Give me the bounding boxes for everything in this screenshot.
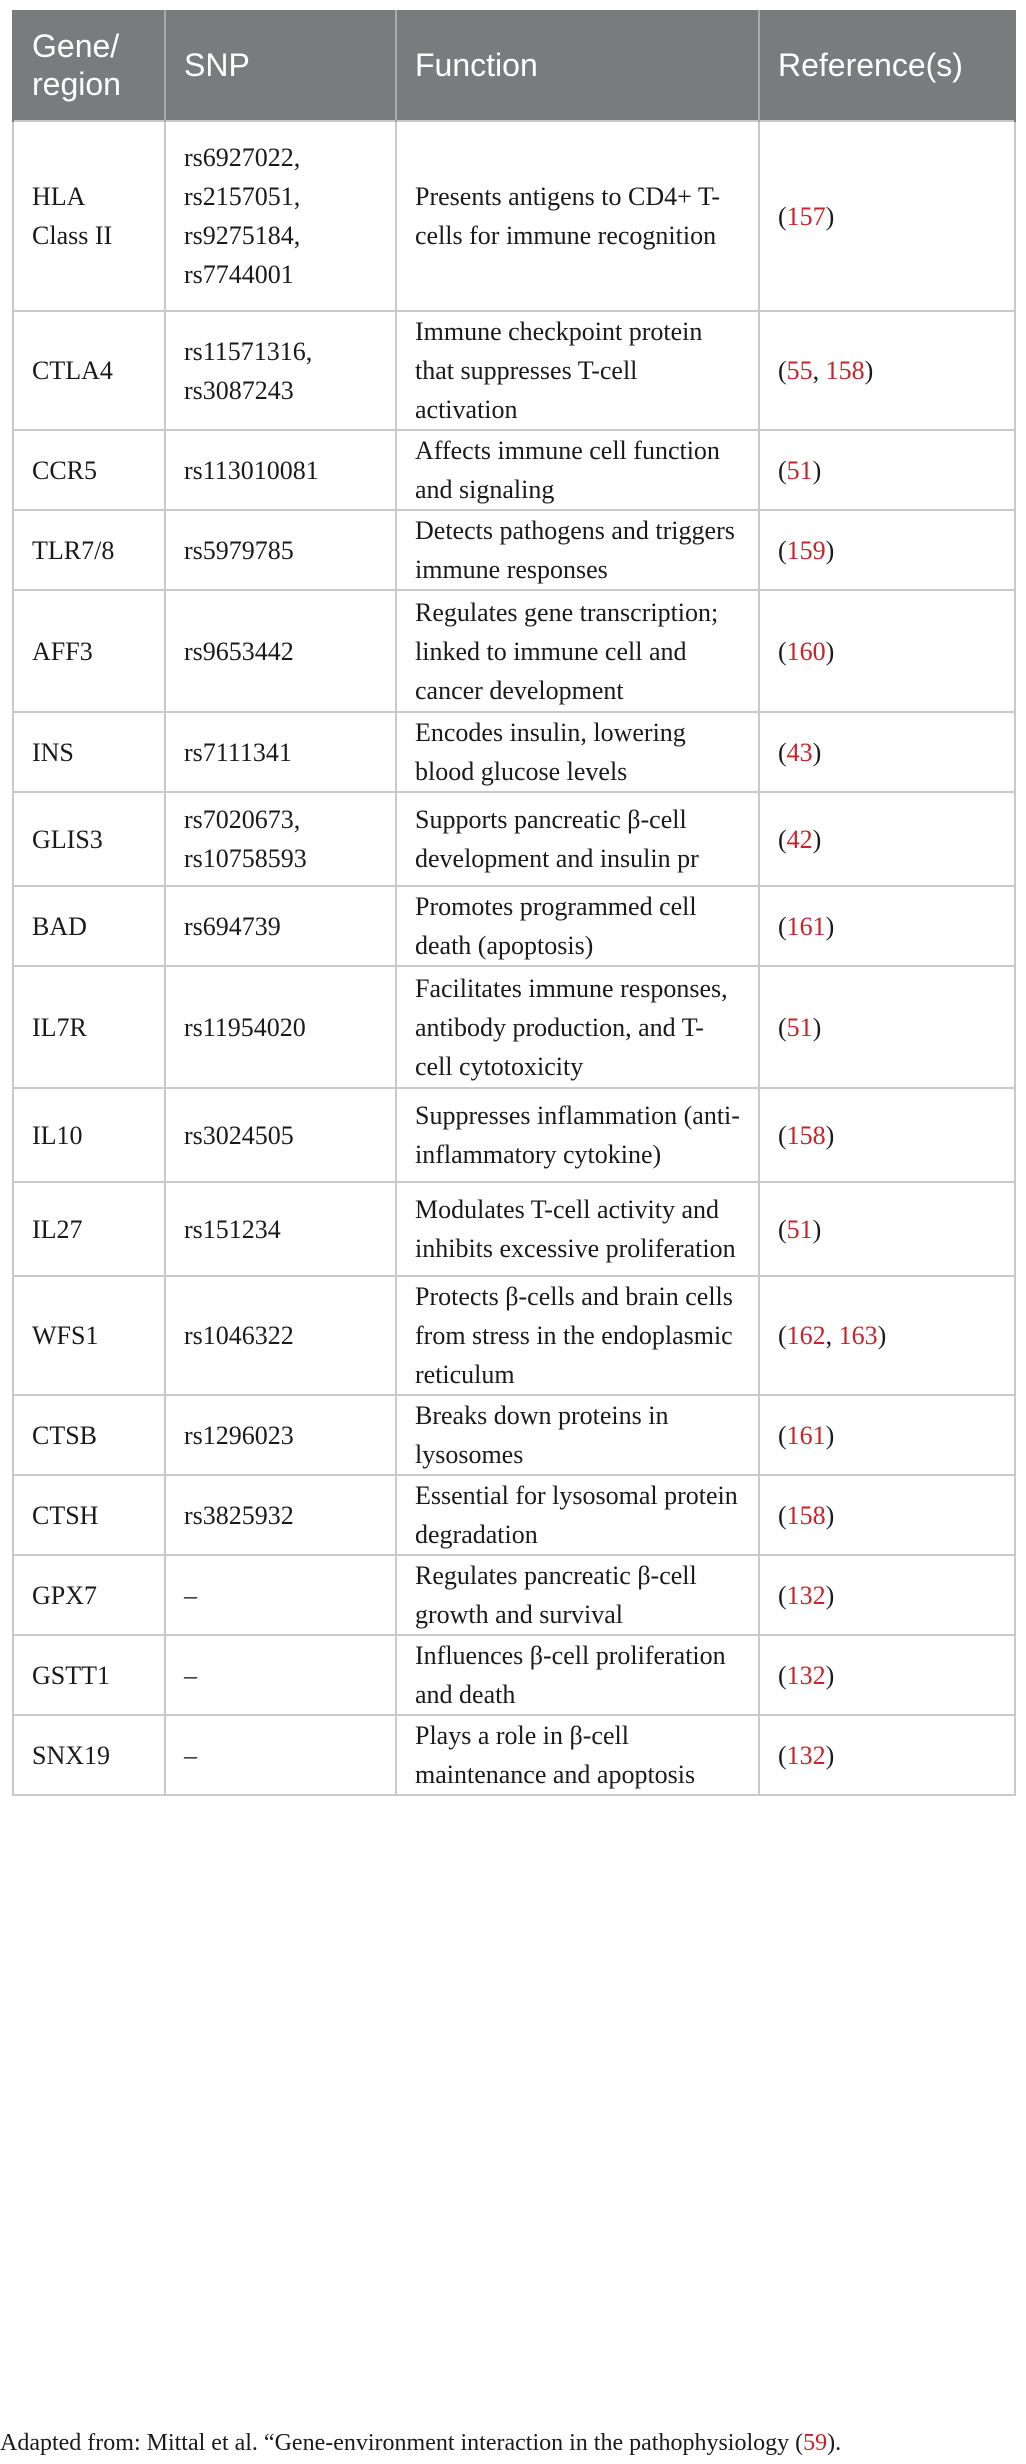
function-cell: Regulates pancreatic β-cell growth and survival	[396, 1555, 759, 1635]
function-cell: Plays a role in β-cell maintenance and apoptosis	[396, 1715, 759, 1795]
function-cell: Immune checkpoint protein that suppresses T-cell activation	[396, 311, 759, 430]
table-row	[13, 966, 1015, 1088]
gene-region-cell: CTSB	[13, 1395, 165, 1475]
reference-link[interactable]: 132	[786, 1660, 826, 1690]
reference-link[interactable]: 51	[786, 1214, 813, 1244]
table-row	[13, 886, 1015, 966]
reference-link[interactable]: 158	[786, 1120, 826, 1150]
header-gene-region: Gene/ region	[13, 10, 165, 121]
function-cell: Breaks down proteins in lysosomes	[396, 1395, 759, 1475]
table-row	[13, 121, 1015, 311]
footnote-reference-link[interactable]: 59	[803, 2430, 828, 2456]
table-row	[13, 1276, 1015, 1395]
gene-region-cell: GLIS3	[13, 792, 165, 886]
gene-region-cell: IL10	[13, 1088, 165, 1182]
gene-region-cell: GSTT1	[13, 1635, 165, 1715]
snp-cell: rs9653442	[165, 590, 396, 712]
snp-cell: rs3825932	[165, 1475, 396, 1555]
reference-link[interactable]: 163	[838, 1321, 878, 1350]
snp-cell: rs151234	[165, 1182, 396, 1276]
function-cell: Regulates gene transcription; linked to immune cell and cancer development	[396, 590, 759, 712]
function-cell: Modulates T-cell activity and inhibits excessive proliferation	[396, 1182, 759, 1276]
gene-region-cell: HLA Class II	[13, 121, 165, 311]
table-row	[13, 792, 1015, 886]
reference-link[interactable]: 158	[825, 356, 865, 385]
gene-region-cell: CTLA4	[13, 311, 165, 430]
snp-cell: rs1046322	[165, 1276, 396, 1395]
gene-snp-table-container	[12, 10, 1014, 1796]
references-cell: (158)	[759, 1088, 1015, 1182]
references-cell: (161)	[759, 886, 1015, 966]
table-header	[13, 10, 1015, 121]
function-cell: Essential for lysosomal protein degradation	[396, 1475, 759, 1555]
snp-cell: rs3024505	[165, 1088, 396, 1182]
gene-region-cell: GPX7	[13, 1555, 165, 1635]
function-cell: Affects immune cell function and signaling	[396, 430, 759, 510]
gene-region-cell: INS	[13, 712, 165, 792]
footnote-text: Adapted from: Mittal et al. “Gene-environment interaction in the pathophysiology (	[0, 2430, 804, 2456]
function-cell: Suppresses inflammation (anti-inflammatory cytokine)	[396, 1088, 759, 1182]
reference-link[interactable]: 160	[786, 636, 826, 666]
references-cell: (43)	[759, 712, 1015, 792]
snp-cell: rs6927022, rs2157051, rs9275184, rs7744001	[165, 121, 396, 311]
gene-region-cell: CCR5	[13, 430, 165, 510]
references-cell: (132)	[759, 1715, 1015, 1795]
reference-link[interactable]: 157	[786, 201, 826, 231]
gene-region-cell: CTSH	[13, 1475, 165, 1555]
references-cell: (157)	[759, 121, 1015, 311]
footnote-suffix: ).	[827, 2430, 842, 2456]
function-cell: Protects β-cells and brain cells from stress in the endoplasmic reticulum	[396, 1276, 759, 1395]
table-row	[13, 1555, 1015, 1635]
references-cell: (132)	[759, 1555, 1015, 1635]
reference-link[interactable]: 159	[786, 535, 826, 565]
table-row	[13, 1475, 1015, 1555]
function-cell: Influences β-cell proliferation and death	[396, 1635, 759, 1715]
references-cell: (55, 158)	[759, 311, 1015, 430]
reference-link[interactable]: 161	[786, 911, 826, 941]
table-row	[13, 510, 1015, 590]
gene-region-cell: SNX19	[13, 1715, 165, 1795]
references-cell: (42)	[759, 792, 1015, 886]
reference-link[interactable]: 43	[786, 737, 813, 767]
table-body	[13, 121, 1015, 1795]
gene-snp-table	[12, 10, 1016, 1796]
references-cell: (160)	[759, 590, 1015, 712]
table-row	[13, 1182, 1015, 1276]
reference-link[interactable]: 162	[786, 1321, 826, 1350]
snp-cell: –	[165, 1635, 396, 1715]
function-cell: Presents antigens to CD4+ T-cells for immune recognition	[396, 121, 759, 311]
reference-link[interactable]: 51	[786, 455, 813, 485]
table-row	[13, 311, 1015, 430]
references-cell: (158)	[759, 1475, 1015, 1555]
function-cell: Encodes insulin, lowering blood glucose levels	[396, 712, 759, 792]
table-row	[13, 1635, 1015, 1715]
function-cell: Promotes programmed cell death (apoptosis)	[396, 886, 759, 966]
gene-region-cell: BAD	[13, 886, 165, 966]
gene-region-cell: AFF3	[13, 590, 165, 712]
table-row	[13, 712, 1015, 792]
reference-link[interactable]: 132	[786, 1580, 826, 1610]
gene-region-cell: IL7R	[13, 966, 165, 1088]
gene-region-cell: IL27	[13, 1182, 165, 1276]
snp-cell: –	[165, 1555, 396, 1635]
table-row	[13, 430, 1015, 510]
function-cell: Supports pancreatic β-cell development and insulin pr	[396, 792, 759, 886]
gene-region-cell: TLR7/8	[13, 510, 165, 590]
reference-link[interactable]: 51	[786, 1012, 813, 1042]
snp-cell: rs7020673, rs10758593	[165, 792, 396, 886]
references-cell: (132)	[759, 1635, 1015, 1715]
references-cell: (51)	[759, 1182, 1015, 1276]
references-cell: (161)	[759, 1395, 1015, 1475]
header-row	[13, 10, 1015, 121]
reference-link[interactable]: 55	[786, 356, 813, 385]
snp-cell: rs7111341	[165, 712, 396, 792]
function-cell: Facilitates immune responses, antibody production, and T-cell cytotoxicity	[396, 966, 759, 1088]
snp-cell: rs113010081	[165, 430, 396, 510]
references-cell: (51)	[759, 966, 1015, 1088]
table-row	[13, 1088, 1015, 1182]
header-snp: SNP	[165, 10, 396, 121]
snp-cell: rs694739	[165, 886, 396, 966]
table-footnote	[0, 2428, 1026, 2458]
snp-cell: rs11571316, rs3087243	[165, 311, 396, 430]
header-references: Reference(s)	[759, 10, 1015, 121]
references-cell: (162, 163)	[759, 1276, 1015, 1395]
table-row	[13, 1715, 1015, 1795]
snp-cell: –	[165, 1715, 396, 1795]
reference-link[interactable]: 42	[786, 824, 813, 854]
reference-link[interactable]: 158	[786, 1500, 826, 1530]
function-cell: Detects pathogens and triggers immune responses	[396, 510, 759, 590]
snp-cell: rs11954020	[165, 966, 396, 1088]
snp-cell: rs5979785	[165, 510, 396, 590]
reference-link[interactable]: 161	[786, 1420, 826, 1450]
reference-link[interactable]: 132	[786, 1740, 826, 1770]
snp-cell: rs1296023	[165, 1395, 396, 1475]
header-function: Function	[396, 10, 759, 121]
references-cell: (159)	[759, 510, 1015, 590]
gene-region-cell: WFS1	[13, 1276, 165, 1395]
table-row	[13, 590, 1015, 712]
references-cell: (51)	[759, 430, 1015, 510]
table-row	[13, 1395, 1015, 1475]
